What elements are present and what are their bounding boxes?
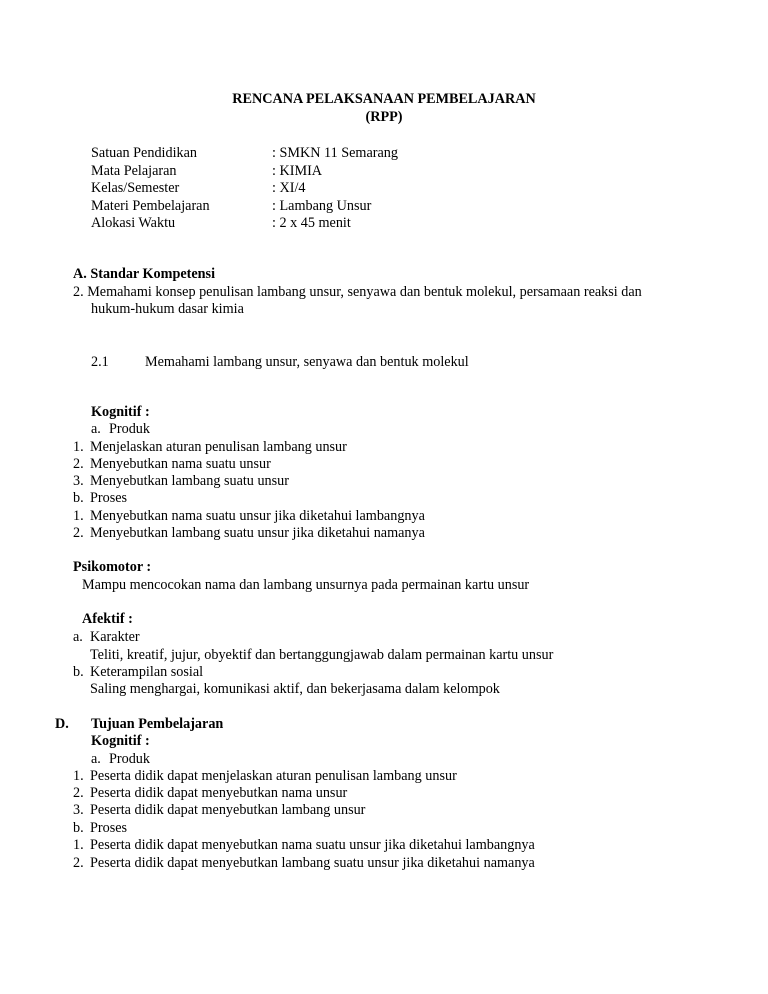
- sosial-label: Keterampilan sosial: [90, 664, 204, 680]
- standar-item-line1: 2. Memahami konsep penulisan lambang unsur, senyawa dan bentuk molekul, persamaan reaksi dan: [73, 284, 642, 300]
- proses-marker: b.: [73, 490, 84, 506]
- karakter-marker: a.: [73, 629, 83, 645]
- proses-label: Proses: [90, 490, 128, 506]
- proses-marker: b.: [73, 820, 84, 836]
- psikomotor-heading: Psikomotor :: [73, 559, 152, 575]
- list-number: 1.: [73, 439, 84, 455]
- list-item: Menyebutkan lambang suatu unsur: [90, 473, 289, 489]
- list-number: 1.: [73, 768, 84, 784]
- produk-marker: a.: [91, 421, 101, 437]
- info-label: Kelas/Semester: [91, 180, 180, 196]
- tujuan-heading: Tujuan Pembelajaran: [91, 716, 224, 732]
- produk-marker: a.: [91, 751, 101, 767]
- list-item: Peserta didik dapat menyebutkan lambang suatu unsur jika diketahui namanya: [90, 855, 535, 871]
- info-label: Satuan Pendidikan: [91, 145, 197, 161]
- list-item: Peserta didik dapat menyebutkan lambang unsur: [90, 802, 366, 818]
- list-item: Peserta didik dapat menyebutkan nama unsur: [90, 785, 348, 801]
- list-number: 2.: [73, 855, 84, 871]
- sosial-marker: b.: [73, 664, 84, 680]
- info-label: Materi Pembelajaran: [91, 198, 210, 214]
- standar-item-line2: hukum-hukum dasar kimia: [91, 301, 244, 317]
- tujuan-kognitif-heading: Kognitif :: [91, 733, 150, 749]
- info-value: : 2 x 45 menit: [272, 215, 351, 231]
- list-number: 3.: [73, 473, 84, 489]
- document-title: RENCANA PELAKSANAAN PEMBELAJARAN: [232, 91, 536, 107]
- produk-label: Produk: [109, 421, 150, 437]
- info-value: : KIMIA: [272, 163, 323, 179]
- info-value: : XI/4: [272, 180, 306, 196]
- list-number: 2.: [73, 525, 84, 541]
- info-label: Alokasi Waktu: [91, 215, 176, 231]
- afektif-heading: Afektif :: [82, 611, 133, 627]
- tujuan-marker: D.: [55, 716, 69, 732]
- list-number: 2.: [73, 785, 84, 801]
- kd-text: Memahami lambang unsur, senyawa dan bentuk molekul: [145, 354, 469, 370]
- document-subtitle: (RPP): [365, 109, 403, 125]
- list-item: Peserta didik dapat menjelaskan aturan penulisan lambang unsur: [90, 768, 457, 784]
- kd-number: 2.1: [91, 354, 109, 370]
- standar-heading: A. Standar Kompetensi: [73, 266, 216, 282]
- list-item: Menyebutkan nama suatu unsur jika diketahui lambangnya: [90, 508, 425, 524]
- info-label: Mata Pelajaran: [91, 163, 177, 179]
- psikomotor-text: Mampu mencocokan nama dan lambang unsurnya pada permainan kartu unsur: [82, 577, 530, 593]
- list-number: 1.: [73, 508, 84, 524]
- kognitif-heading: Kognitif :: [91, 404, 150, 420]
- karakter-label: Karakter: [90, 629, 140, 645]
- info-value: : SMKN 11 Semarang: [272, 145, 398, 161]
- list-number: 1.: [73, 837, 84, 853]
- karakter-text: Teliti, kreatif, jujur, obyektif dan bertanggungjawab dalam permainan kartu unsur: [90, 647, 554, 663]
- produk-label: Produk: [109, 751, 150, 767]
- list-item: Menyebutkan nama suatu unsur: [90, 456, 271, 472]
- proses-label: Proses: [90, 820, 128, 836]
- list-item: Menyebutkan lambang suatu unsur jika diketahui namanya: [90, 525, 425, 541]
- info-value: : Lambang Unsur: [272, 198, 372, 214]
- list-number: 2.: [73, 456, 84, 472]
- sosial-text: Saling menghargai, komunikasi aktif, dan bekerjasama dalam kelompok: [90, 681, 500, 697]
- list-item: Peserta didik dapat menyebutkan nama suatu unsur jika diketahui lambangnya: [90, 837, 535, 853]
- list-number: 3.: [73, 802, 84, 818]
- list-item: Menjelaskan aturan penulisan lambang unsur: [90, 439, 347, 455]
